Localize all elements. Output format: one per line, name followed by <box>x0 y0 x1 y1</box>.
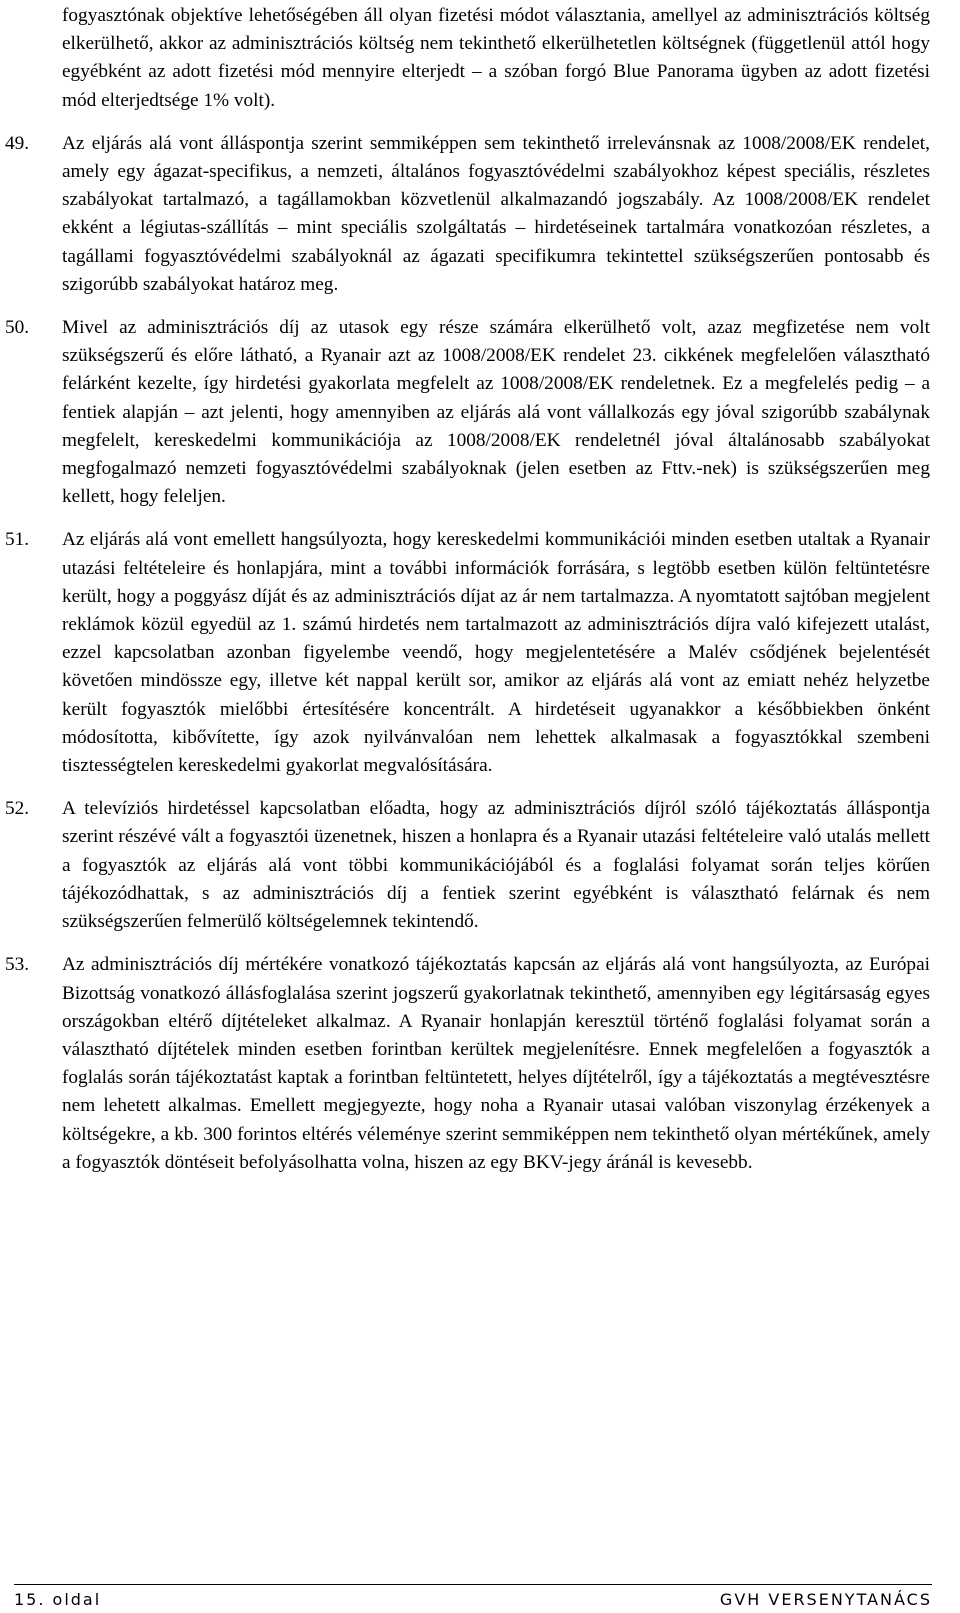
paragraph-number: 53. <box>5 954 30 976</box>
paragraph-number: 49. <box>5 132 30 154</box>
paragraph-number: 50. <box>5 317 30 339</box>
continuation-paragraph <box>62 2 930 115</box>
page-number-label: 15. oldal <box>14 1590 102 1609</box>
paragraph-51 <box>5 526 930 780</box>
paragraph-number: 52. <box>5 798 30 820</box>
paragraph-text: Mivel az adminisztrációs díj az utasok egy része számára elkerülhető volt, azaz megfizetése nem volt szükségszerű és előre látható, a Ryanair azt az 1008/2008/EK rendelet 23. cikkének megfelelően választható felárként kezelte, így hirdetési gyakorlata megfelelt az 1008/2008/EK rendeletnek. Ez a megfelelés pedig – a fentiek alapján – azt jelenti, hogy amennyiben az eljárás alá vont vállalkozás egy jóval szigorúbb szabálynak megfelelt, kereskedelmi kommunikációja az 1008/2008/EK rendeletnél jóval általánosabb szabályokat megfogalmazó nemzeti fogyasztóvédelmi szabályoknak (jelen esetben az Fttv.-nek) is szükségszerűen meg kellett, hogy feleljen. <box>62 317 930 508</box>
paragraph-text: Az eljárás alá vont emellett hangsúlyozta, hogy kereskedelmi kommunikációi minden esetben utaltak a Ryanair utazási feltételeire és honlapjára, mint a további információk forrására, s legtöbb esetben külön feltüntetésre került, hogy a poggyász díját és az adminisztrációs díjat az ár nem tartalmazza. A nyomtatott sajtóban megjelent reklámok közül egyedül az 1. számú hirdetés nem tartalmazott az adminisztrációs díjra való kifejezett utalást, ezzel kapcsolatban azonban figyelembe veendő, hogy megjelentetésére a Malév csődjének bejelentését követően mindössze egy, illetve két nappal került sor, amikor az eljárás alá vont az emiatt nehéz helyzetbe került fogyasztók mielőbbi értesítésére koncentrált. A hirdetéseit ugyanakkor a későbbiekben önként módosította, kibővítette, így azok nyilvánvalóan nem lehettek alkalmasak a fogyasztókkal szembeni tisztességtelen kereskedelmi gyakorlat megvalósítására. <box>62 529 930 777</box>
paragraph-text: A televíziós hirdetéssel kapcsolatban előadta, hogy az adminisztrációs díjról szóló tájékoztatás álláspontja szerint részévé vált a fogyasztói üzenetnek, hiszen a honlapra és a Ryanair utazási feltételeire való utalás mellett a fogyasztók az eljárás alá vont többi kommunikációjából és a foglalási folyamat során teljes körűen tájékozódhattak, s az adminisztrációs díj a fentiek szerint egyébként is választható felárnak és nem szükségszerűen felmerülő költségelemnek tekintendő. <box>62 798 930 933</box>
document-body <box>5 2 930 1192</box>
paragraph-text: Az adminisztrációs díj mértékére vonatkozó tájékoztatás kapcsán az eljárás alá vont hangsúlyozta, az Európai Bizottság vonatkozó állásfoglalása szerint jogszerű gyakorlatnak tekinthető, amennyiben egy légitársaság egyes országokban eltérő díjtételeket alkalmaz. A Ryanair honlapján keresztül történő foglalási folyamat során a választható díjtételek minden esetben forintban kerültek megjelenítésre. Ennek megfelelően a fogyasztók a foglalás során tájékoztatást kaptak a forintban feltüntetett, helyes díjtételről, így a tájékoztatás a megtévesztésre nem lehetett alkalmas. Emellett megjegyezte, hogy noha a Ryanair utasai valóban viszonylag érzékenyek a költségekre, a kb. 300 forintos eltérés véleménye szerint semmiképpen nem tekinthető olyan mértékűnek, amely a fogyasztók döntéseit befolyásolhatta volna, hiszen az egy BKV-jegy áránál is kevesebb. <box>62 954 930 1173</box>
paragraph-text: fogyasztónak objektíve lehetőségében áll olyan fizetési módot választania, amellyel az adminisztrációs költség elkerülhető, akkor az adminisztrációs költség nem tekinthető elkerülhetetlen költségnek (függetlenül attól hogy egyébként az adott fizetési mód mennyire elterjedt – a szóban forgó Blue Panorama ügyben az adott fizetési mód elterjedtsége 1% volt). <box>62 5 930 111</box>
paragraph-53 <box>5 951 930 1177</box>
footer-divider <box>14 1584 932 1585</box>
paragraph-number: 51. <box>5 529 30 551</box>
paragraph-50 <box>5 314 930 511</box>
paragraph-52 <box>5 795 930 936</box>
organization-label: GVH VERSENYTANÁCS <box>719 1590 932 1609</box>
paragraph-49 <box>5 130 930 299</box>
paragraph-text: Az eljárás alá vont álláspontja szerint semmiképpen sem tekinthető irrelevánsnak az 1008/2008/EK rendelet, amely egy ágazat-specifikus, a nemzeti, általános fogyasztóvédelmi szabályokhoz képest speciális, részletes szabályokat tartalmazó, a tagállamokban közvetlenül alkalmazandó jogszabály. Az 1008/2008/EK rendelet ekként a légiutas-szállítás – mint speciális szolgáltatás – hirdetéseinek tartalmára vonatkozóan részletes, a tagállami fogyasztóvédelmi szabályoknál az ágazati specifikumra tekintettel szükségszerűen pontosabb és szigorúbb szabályokat határoz meg. <box>62 132 930 295</box>
